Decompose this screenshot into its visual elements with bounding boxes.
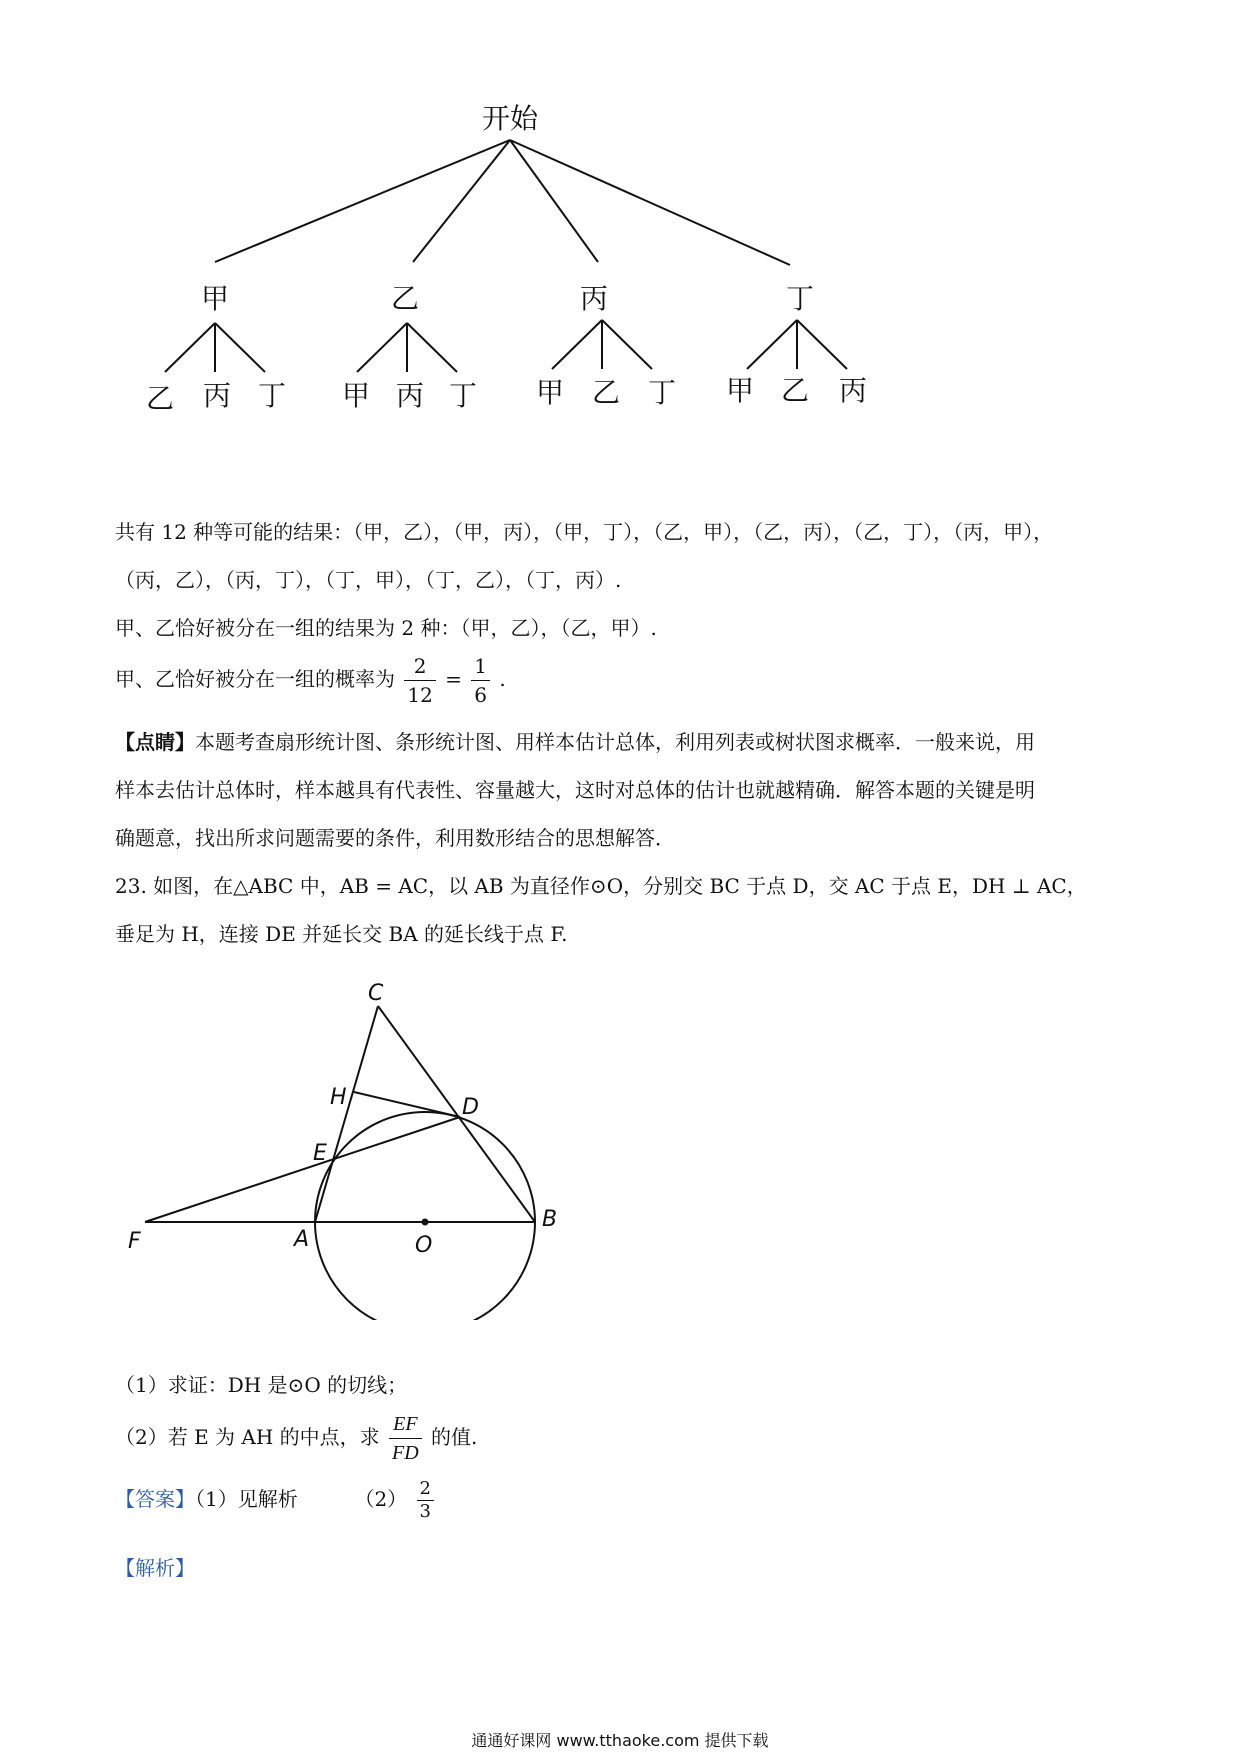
tree-diagram [0,0,1240,440]
tree-node: 乙 [390,282,420,315]
tree-leaf: 乙 [591,376,621,409]
fraction-numerator: EF [389,1410,422,1439]
solution-line-1: 共有 12 种等可能的结果：（甲，乙），（甲，丙），（甲，丁），（乙，甲），（乙，丙），（乙，丁），（丙，甲）， [115,520,1054,544]
center-point [422,1219,429,1226]
fraction-denominator: 3 [419,1501,431,1522]
label-c: C [368,981,384,1006]
fraction-2-12 [404,652,435,709]
label-f: F [128,1229,141,1254]
problem-line-2: 垂足为 H，连接 DE 并延长交 BA 的延长线于点 F. [115,922,568,946]
answer-part-1: （1）见解析 [195,1487,298,1511]
geometry-figure [0,960,600,1320]
segment-ca [315,1006,378,1222]
tree-leaf: 甲 [535,376,565,409]
period: . [499,667,506,691]
comment-text: 本题考查扇形统计图、条形统计图、用样本估计总体，利用列表或树状图求概率．一般来说，用 [195,730,1035,754]
tree-root: 开始 [481,102,539,135]
label-b: B [542,1207,558,1232]
tree-leaf: 乙 [780,374,810,407]
probability-line [115,652,506,709]
footer-watermark: 通通好课网 www.tthaoke.com 提供下载 [471,1731,769,1750]
solution-line-3: 甲、乙恰好被分在一组的结果为 2 种：（甲，乙），（乙，甲）. [115,616,657,640]
solution-line-2: （丙，乙），（丙，丁），（丁，甲），（丁，乙），（丁，丙）. [115,568,622,592]
answer-tag: 【答案】 [115,1487,195,1511]
tree-leaf: 丁 [647,376,677,409]
tree-node: 甲 [200,282,230,315]
comment-tag: 【点睛】 [115,730,195,754]
fraction-numerator: 2 [417,1478,434,1501]
analysis-tag: 【解析】 [115,1556,195,1580]
tree-leaf: 乙 [145,382,175,415]
tree-node: 丙 [579,282,609,315]
answer-part-2: （2） [354,1487,408,1511]
label-h: H [330,1085,347,1110]
fraction-denominator: 12 [407,683,433,707]
tree-leaf: 丙 [395,379,425,412]
question-1: （1）求证：DH 是⊙O 的切线； [115,1373,408,1397]
tree-branches [165,140,847,372]
question-2 [115,1410,477,1467]
tree-leaf: 甲 [341,379,371,412]
label-e: E [313,1141,327,1166]
comment-line-2: 样本去估计总体时，样本越具有代表性、容量越大，这时对总体的估计也就越精确．解答本题的关键是明 [115,778,1035,802]
comment-line-1 [115,729,1035,755]
segment-fd [145,1117,460,1222]
question-2-suffix: 的值. [431,1425,478,1449]
tree-leaf: 丁 [448,379,478,412]
fraction-denominator: 6 [474,683,488,707]
tree-leaf: 丙 [202,379,232,412]
tree-leaf: 甲 [725,374,755,407]
fraction-numerator: 2 [404,652,435,681]
label-o: O [415,1233,433,1258]
tree-leaf: 丙 [838,374,868,407]
problem-line-1: 23. 如图，在△ABC 中，AB = AC，以 AB 为直径作⊙O，分别交 BC 于点 D，交 AC 于点 E，DH ⊥ AC， [115,874,1087,898]
label-d: D [462,1095,479,1120]
answer-line [115,1478,437,1523]
fraction-1-6 [471,652,490,709]
probability-text: 甲、乙恰好被分在一组的概率为 [115,667,395,691]
tree-leaf: 丁 [257,379,287,412]
comment-line-3: 确题意，找出所求问题需要的条件，利用数形结合的思想解答． [115,826,675,850]
fraction-denominator: FD [392,1442,419,1464]
question-2-text: （2）若 E 为 AH 的中点，求 [115,1425,380,1449]
label-a: A [294,1227,310,1252]
fraction-2-3 [417,1478,434,1523]
circle-o [315,1112,535,1320]
fraction-numerator: 1 [471,652,490,681]
fraction-ef-fd [389,1410,422,1467]
equals-sign: = [445,667,462,691]
tree-node: 丁 [785,282,815,315]
